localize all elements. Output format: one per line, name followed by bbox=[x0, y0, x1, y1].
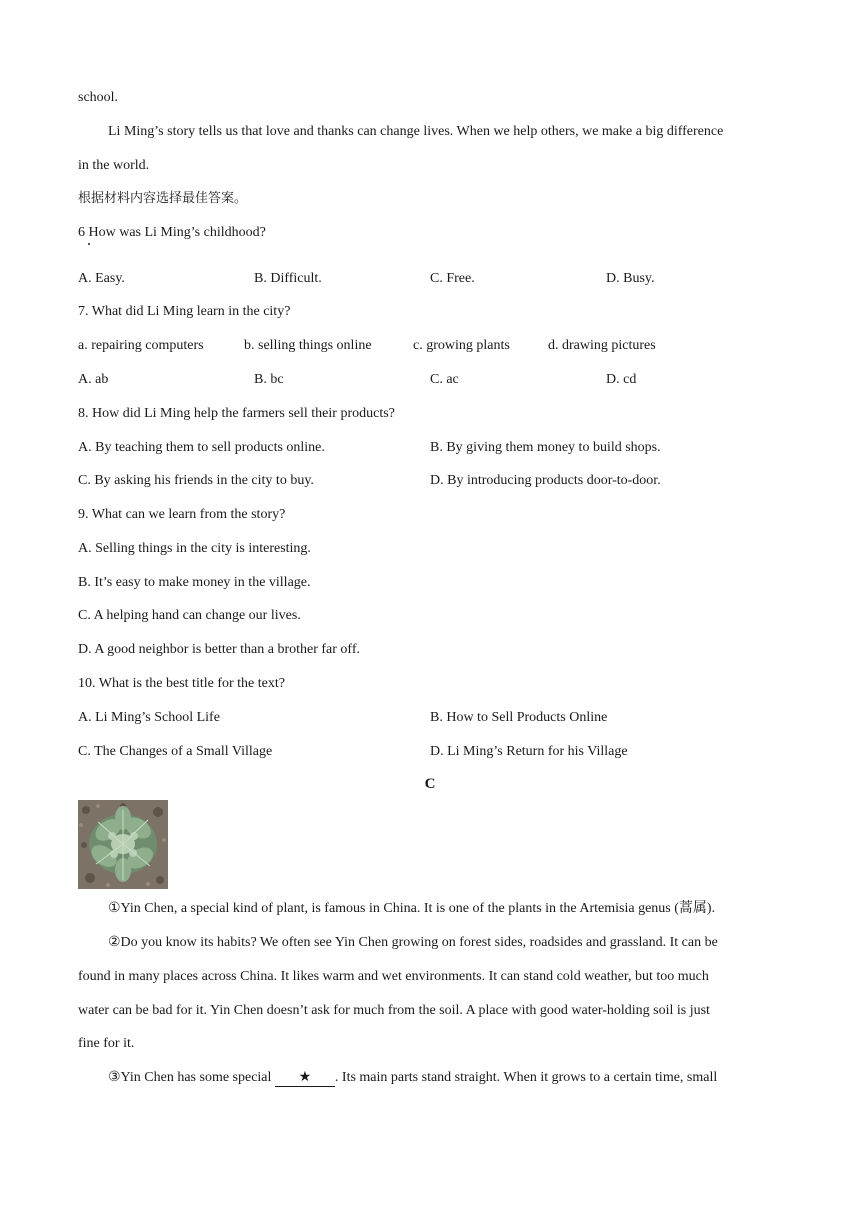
question-6-stem: 6 How was Li Ming’s childhood? bbox=[78, 225, 266, 240]
q6-option-c[interactable]: C. Free. bbox=[430, 271, 475, 286]
q8-option-d[interactable]: D. By introducing products door-to-door. bbox=[430, 473, 661, 488]
q7-option-c[interactable]: C. ac bbox=[430, 372, 459, 387]
section-heading: C bbox=[424, 776, 436, 792]
yin-chen-plant-photo bbox=[78, 800, 168, 889]
q7-item-d: d. drawing pictures bbox=[548, 338, 656, 353]
q9-option-d[interactable]: D. A good neighbor is better than a brother far off. bbox=[78, 642, 361, 657]
paragraph-2-line: found in many places across China. It likes warm and wet environments. It can stand cold weather, but too much bbox=[78, 969, 709, 984]
stray-dot bbox=[88, 243, 90, 245]
q7-option-b[interactable]: B. bc bbox=[254, 372, 284, 387]
q6-option-b[interactable]: B. Difficult. bbox=[254, 271, 322, 286]
paragraph-2-line: fine for it. bbox=[78, 1036, 135, 1051]
passage-line: Li Ming’s story tells us that love and thanks can change lives. When we help others, we make a big difference bbox=[108, 124, 724, 139]
q9-option-a[interactable]: A. Selling things in the city is interesting. bbox=[78, 541, 311, 556]
q7-option-d[interactable]: D. cd bbox=[606, 372, 637, 387]
q7-option-a[interactable]: A. ab bbox=[78, 372, 109, 387]
paragraph-3-text-before: ③Yin Chen has some special bbox=[108, 1070, 275, 1085]
passage-line: school. bbox=[78, 90, 119, 105]
paragraph-3-line bbox=[108, 1069, 717, 1087]
q7-item-c: c. growing plants bbox=[413, 338, 510, 353]
q10-option-b[interactable]: B. How to Sell Products Online bbox=[430, 710, 608, 725]
q6-option-d[interactable]: D. Busy. bbox=[606, 271, 655, 286]
q8-option-c[interactable]: C. By asking his friends in the city to buy. bbox=[78, 473, 314, 488]
q10-option-d[interactable]: D. Li Ming’s Return for his Village bbox=[430, 744, 628, 759]
question-10-stem: 10. What is the best title for the text? bbox=[78, 676, 285, 691]
paragraph-3-text-after: . Its main parts stand straight. When it grows to a certain time, small bbox=[334, 1070, 718, 1085]
q7-item-b: b. selling things online bbox=[244, 338, 372, 353]
q8-option-a[interactable]: A. By teaching them to sell products online. bbox=[78, 440, 325, 455]
paragraph-1: ①Yin Chen, a special kind of plant, is famous in China. It is one of the plants in the Artemisia genus (蒿属). bbox=[108, 901, 716, 916]
q9-option-c[interactable]: C. A helping hand can change our lives. bbox=[78, 608, 301, 623]
question-9-stem: 9. What can we learn from the story? bbox=[78, 507, 286, 522]
question-8-stem: 8. How did Li Ming help the farmers sell their products? bbox=[78, 406, 395, 421]
q7-item-a: a. repairing computers bbox=[78, 338, 204, 353]
q10-option-a[interactable]: A. Li Ming’s School Life bbox=[78, 710, 220, 725]
q8-option-b[interactable]: B. By giving them money to build shops. bbox=[430, 440, 661, 455]
q9-option-b[interactable]: B. It’s easy to make money in the village. bbox=[78, 575, 311, 590]
question-7-stem: 7. What did Li Ming learn in the city? bbox=[78, 304, 291, 319]
q6-option-a[interactable]: A. Easy. bbox=[78, 271, 125, 286]
answer-blank[interactable]: ★ bbox=[275, 1070, 335, 1087]
passage-line: in the world. bbox=[78, 158, 150, 173]
instruction-text: 根据材料内容选择最佳答案。 bbox=[78, 191, 248, 206]
paragraph-2-line: ②Do you know its habits? We often see Yin Chen growing on forest sides, roadsides and grassland. It can be bbox=[108, 935, 718, 950]
paragraph-2-line: water can be bad for it. Yin Chen doesn’t ask for much from the soil. A place with good water-holding soil is just bbox=[78, 1003, 710, 1018]
q10-option-c[interactable]: C. The Changes of a Small Village bbox=[78, 744, 273, 759]
